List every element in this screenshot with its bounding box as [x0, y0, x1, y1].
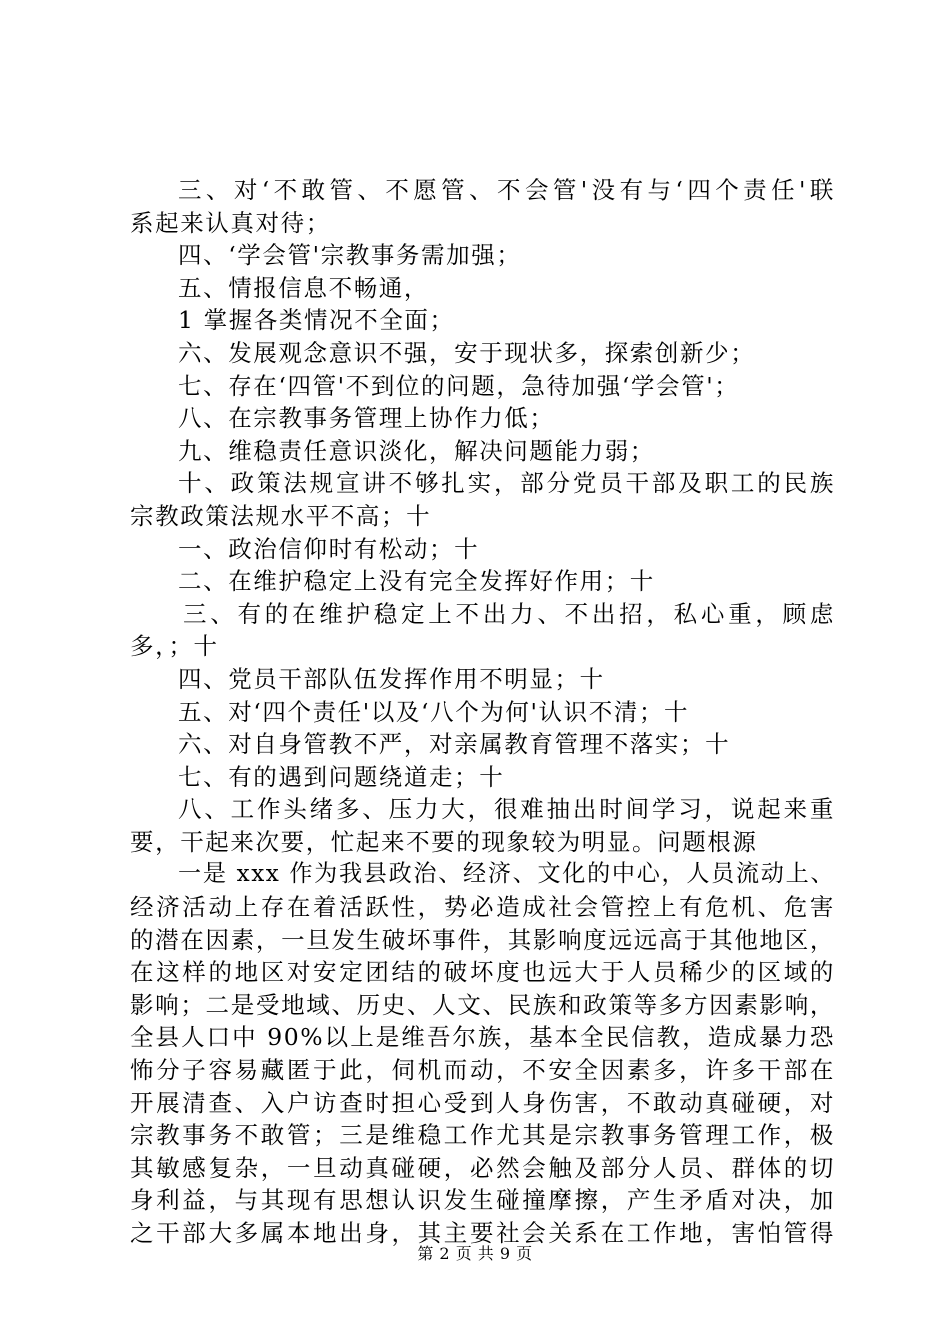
text-line: 十、政策法规宣讲不够扎实，部分党员干部及职工的民族	[178, 469, 835, 498]
text-line: 宗教事务不敢管；三是维稳工作尤其是宗教事务管理工作，极	[130, 1121, 835, 1150]
page-number: 第 2 页 共 9 页	[417, 1244, 533, 1263]
document-body	[130, 174, 835, 1250]
text-line: 二、在维护稳定上没有完全发挥好作用；十	[178, 567, 655, 596]
text-line: 五、情报信息不畅通，	[178, 273, 429, 302]
text-line: 在这样的地区对安定团结的破坏度也远大于人员稀少的区域的	[130, 958, 835, 987]
text-line: 其敏感复杂，一旦动真碰硬，必然会触及部分人员、群体的切	[130, 1153, 835, 1182]
text-line: 三、有的在维护稳定上不出力、不出招，私心重，顾虑	[183, 599, 835, 628]
text-line: 六、对自身管教不严，对亲属教育管理不落实；十	[178, 730, 731, 759]
text-line: 三、对‘不敢管、不愿管、不会管'没有与‘四个责任'联	[178, 176, 835, 204]
text-line: 一是 xxx 作为我县政治、经济、文化的中心，人员流动上、	[178, 861, 835, 888]
text-line: 四、‘学会管'宗教事务需加强；	[178, 241, 522, 270]
text-line: 影响；二是受地域、历史、人文、民族和政策等多方因素影响，	[130, 990, 835, 1019]
text-line: 八、工作头绪多、压力大，很难抽出时间学习，说起来重	[178, 795, 835, 824]
text-line: 多，；十	[130, 632, 219, 661]
text-line: 宗教政策法规水平不高；十	[130, 501, 432, 530]
text-line: 五、对‘四个责任'以及‘八个为何'认识不清；十	[178, 697, 690, 726]
text-line: 四、党员干部队伍发挥作用不明显；十	[178, 664, 605, 693]
text-line: 七、存在‘四管'不到位的问题，急待加强‘学会管'；	[178, 371, 740, 400]
text-line: 系起来认真对待；	[130, 208, 331, 237]
text-line: 全县人口中 90%以上是维吾尔族，基本全民信教，造成暴力恐	[130, 1023, 835, 1052]
text-line: 八、在宗教事务管理上协作力低；	[178, 404, 555, 433]
text-line: 1 掌握各类情况不全面；	[178, 306, 455, 335]
text-line: 的潜在因素，一旦发生破坏事件，其影响度远远高于其他地区，	[130, 925, 835, 954]
text-line: 开展清查、入户访查时担心受到人身伤害，不敢动真碰硬，对	[130, 1088, 835, 1117]
text-line: 经济活动上存在着活跃性，势必造成社会管控上有危机、危害	[130, 893, 835, 922]
text-line: 九、维稳责任意识淡化，解决问题能力弱；	[178, 436, 655, 465]
text-line: 怖分子容易藏匿于此，伺机而动，不安全因素多，许多干部在	[130, 1056, 835, 1085]
text-line: 身利益，与其现有思想认识发生碰撞摩擦，产生矛盾对决，加	[130, 1186, 835, 1215]
text-line: 要，干起来次要，忙起来不要的现象较为明显。问题根源	[130, 827, 758, 856]
text-line: 七、有的遇到问题绕道走；十	[178, 762, 505, 791]
text-line: 之干部大多属本地出身，其主要社会关系在工作地，害怕管得	[130, 1219, 835, 1247]
text-line: 六、发展观念意识不强，安于现状多，探索创新少；	[178, 338, 756, 367]
text-line: 一、政治信仰时有松动；十	[178, 534, 480, 563]
